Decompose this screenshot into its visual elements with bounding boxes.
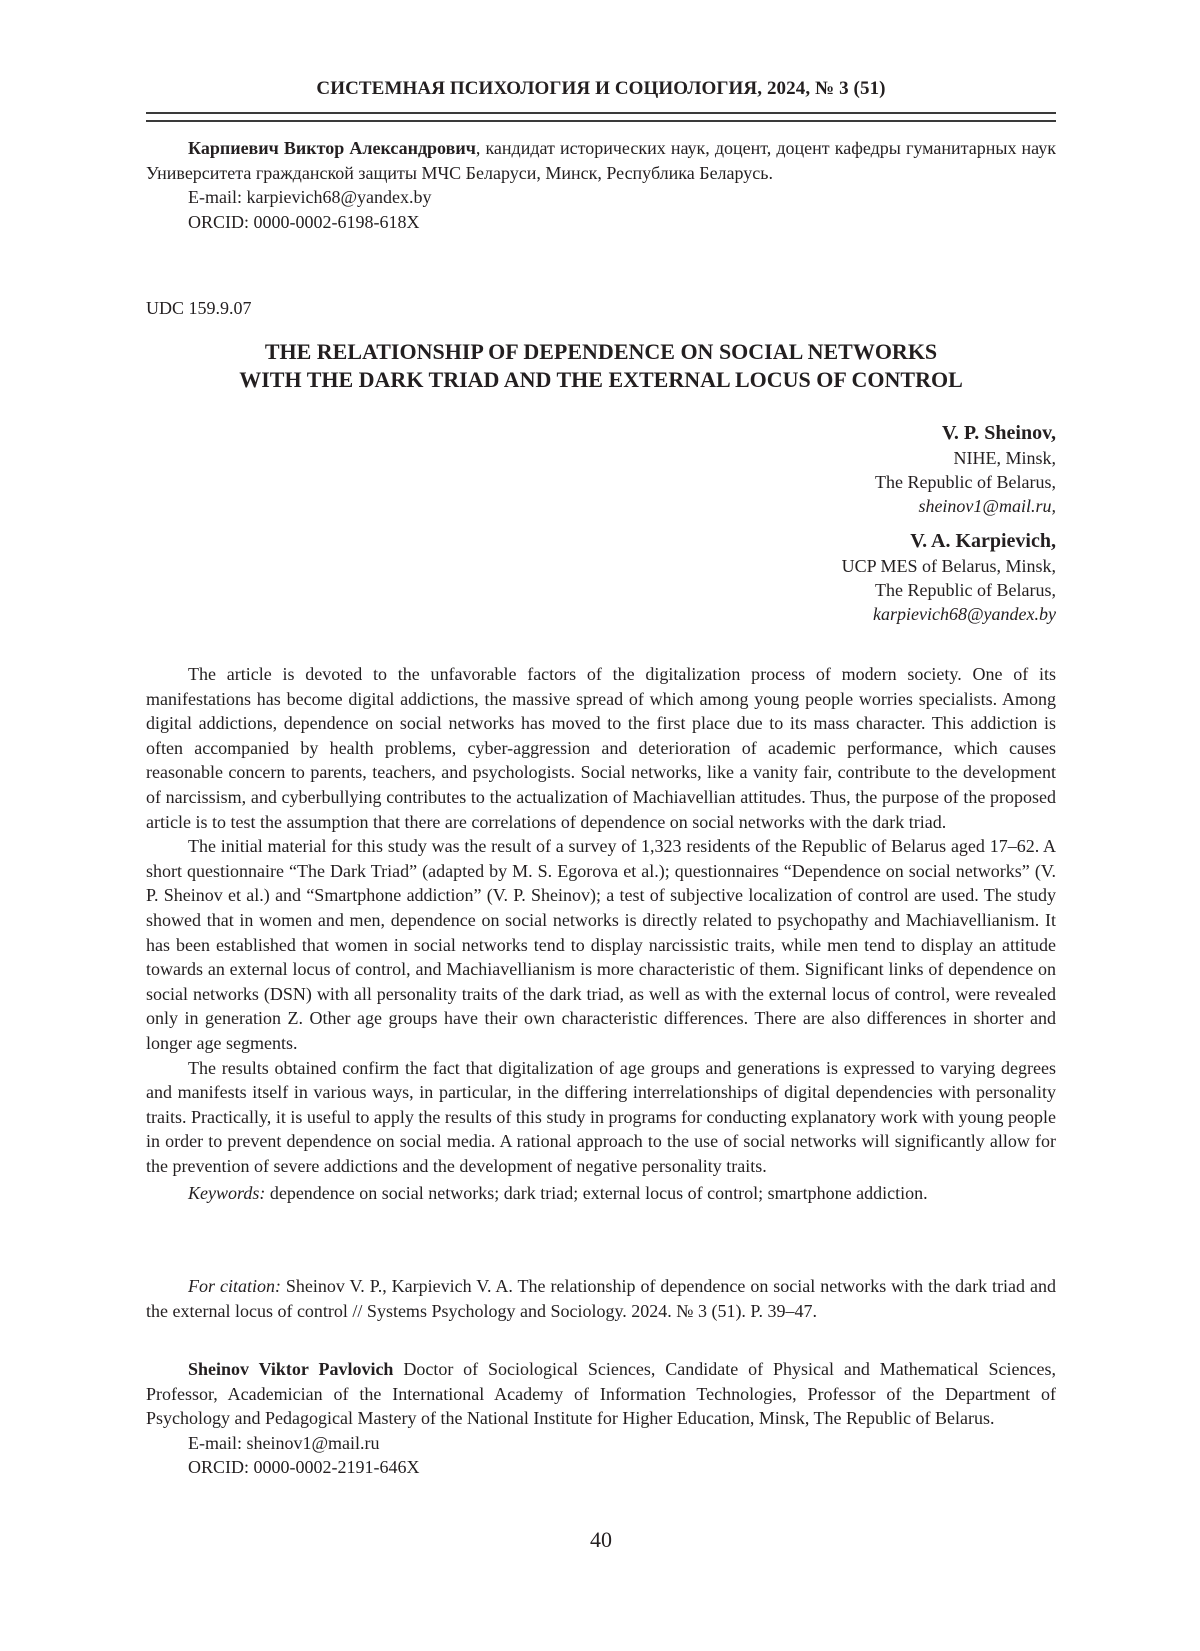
abstract-paragraph: The results obtained confirm the fact that digitalization of age groups and generations is expressed to varying degrees and manifests itself in various ways, in particular, in the differing interrelationships of digital dependencies with personality traits. Practically, it is useful to apply the results of this study in programs for conducting explanatory work with young people in order to prevent dependence on social media. A rational approach to the use of social networks will significantly allow for the prevention of severe addictions and the development of negative personality traits. [146,1057,1056,1176]
header-rule-top [146,112,1056,114]
header-rule-bottom [146,120,1056,122]
citation-paragraph [146,1274,1056,1323]
author-bio-email: E-mail: sheinov1@mail.ru [188,1432,380,1453]
article-title-line-2: WITH THE DARK TRIAD AND THE EXTERNAL LOCUS OF CONTROL [239,367,963,392]
author-email: sheinov1@mail.ru, [918,496,1056,516]
author-bio-text: Doctor of Sociological Sciences, Candidate of Physical and Mathematical Sciences, Professor, Academician of the International Academy of Information Technologies, Professor of the Department of Psychology and Pedagogical Mastery of the National Institute for Higher Education, Minsk, The Republic of Belarus. [146,1359,1056,1429]
abstract-paragraph: The initial material for this study was the result of a survey of 1,323 residents of the Republic of Belarus aged 17–62. A short questionnaire “The Dark Triad” (adapted by M. S. Egorova et al.); questionnaires “Dependence on social networks” (V. P. Sheinov et al.) and “Smartphone addiction” (V. P. Sheinov); a test of subjective localization of control are used. The study showed that in women and men, dependence on social networks is directly related to psychopathy and Machiavellianism. It has been established that women in social networks tend to display narcissistic traits, while men tend to display an attitude towards an external locus of control, and Machiavellianism is more characteristic of them. Significant links of dependence on social networks (DSN) with all personality traits of the dark triad, as well as with the external locus of control, were revealed only in generation Z. Other age groups have their own characteristic differences. There are also differences in shorter and longer age segments. [146,836,1056,1053]
author-affiliation: NIHE, Minsk, [953,448,1056,468]
author-bio [146,1357,1056,1480]
author-list [556,420,1056,626]
author-block [556,420,1056,518]
author-bio-orcid: ORCID: 0000-0002-2191-646X [188,1457,420,1478]
previous-author-bio-text: , кандидат исторических наук, доцент, доцент кафедры гуманитарных наук Университета гражданской защиты МЧС Беларуси, Минск, Республика Беларусь. [146,138,1056,183]
previous-author-email: E-mail: karpievich68@yandex.by [188,187,432,208]
previous-author-bio [146,136,1056,185]
author-name: V. P. Sheinov, [942,422,1056,444]
abstract [146,662,1056,1206]
abstract-paragraph: The article is devoted to the unfavorable factors of the digitalization process of modern society. One of its manifestations has become digital addictions, the massive spread of which among young people worries specialists. Among digital addictions, dependence on social networks has moved to the first place due to its mass character. This addiction is often accompanied by health problems, cyber-aggression and deterioration of academic performance, which causes reasonable concern to parents, teachers, and psychologists. Social networks, like a vanity fair, contribute to the development of narcissism, and cyberbullying contributes to the actualization of Machiavellian attitudes. Thus, the purpose of the proposed article is to test the assumption that there are correlations of dependence on social networks with the dark triad. [146,664,1056,832]
keywords-text: dependence on social networks; dark triad; external locus of control; smartphone addiction. [265,1183,928,1204]
previous-author-name: Карпиевич Виктор Александрович [188,138,476,158]
author-country: The Republic of Belarus, [875,580,1056,600]
citation [146,1274,1056,1323]
previous-author-info [146,136,1056,234]
author-block [556,528,1056,626]
author-email: karpievich68@yandex.by [873,604,1056,624]
keywords-label: Keywords: [188,1183,266,1204]
previous-author-orcid: ORCID: 0000-0002-6198-618X [188,211,420,232]
author-bio-name: Sheinov Viktor Pavlovich [188,1359,394,1379]
author-name: V. A. Karpievich, [910,530,1056,552]
running-head: СИСТЕМНАЯ ПСИХОЛОГИЯ И СОЦИОЛОГИЯ, 2024, № 3 (51) [316,78,886,99]
keywords [146,1181,1056,1206]
udc-code: UDC 159.9.07 [146,298,252,318]
citation-text: Sheinov V. P., Karpievich V. A. The relationship of dependence on social networks with the dark triad and the external locus of control // Systems Psychology and Sociology. 2024. № 3 (51). P. 39–47. [146,1276,1056,1321]
article-title [146,338,1056,394]
author-affiliation: UCP MES of Belarus, Minsk, [841,556,1056,576]
author-bio-paragraph [146,1357,1056,1431]
citation-label: For citation: [188,1276,281,1296]
author-country: The Republic of Belarus, [875,472,1056,492]
page-number: 40 [590,1527,612,1552]
article-title-line-1: THE RELATIONSHIP OF DEPENDENCE ON SOCIAL NETWORKS [264,339,938,364]
